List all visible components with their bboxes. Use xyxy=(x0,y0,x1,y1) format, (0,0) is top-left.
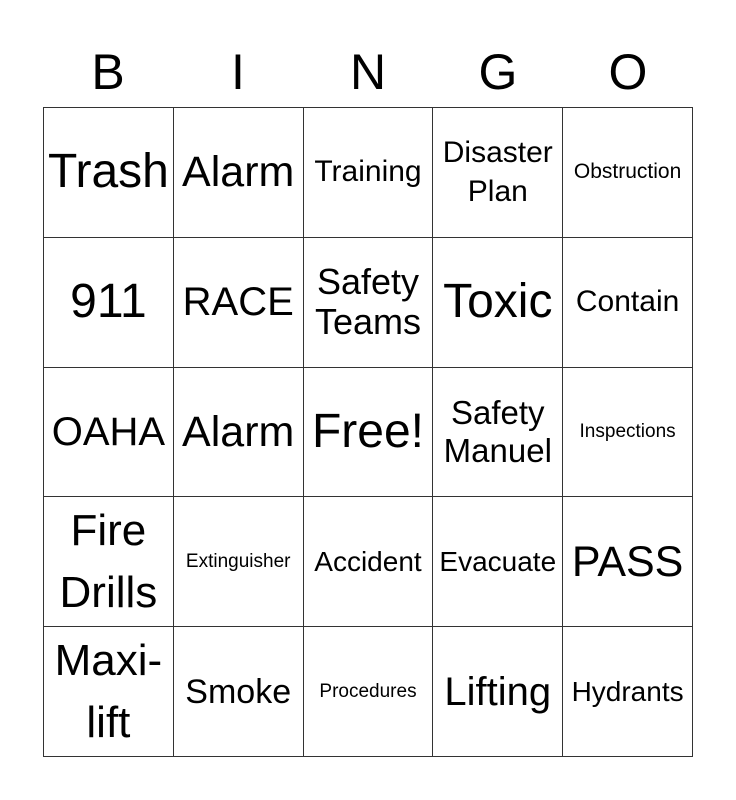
cell-text: Obstruction xyxy=(573,160,682,184)
bingo-cell xyxy=(433,108,563,238)
cell-text: Smoke xyxy=(185,672,292,711)
cell-text: PASS xyxy=(571,537,684,586)
header-letter-b: B xyxy=(91,44,125,100)
bingo-cell xyxy=(563,108,693,238)
bingo-cell xyxy=(563,238,693,368)
bingo-cell xyxy=(433,368,563,498)
cell-text: Trash xyxy=(47,145,169,199)
cell-text: Disaster Plan xyxy=(442,136,553,209)
bingo-cell xyxy=(174,108,304,238)
cell-text: Accident xyxy=(314,545,422,577)
cell-text: Extinguisher xyxy=(185,550,291,572)
bingo-card-grid xyxy=(43,107,693,757)
bingo-cell xyxy=(44,497,174,627)
bingo-cell xyxy=(304,497,434,627)
cell-text: Contain xyxy=(575,285,680,319)
bingo-cell xyxy=(44,238,174,368)
bingo-cell xyxy=(433,627,563,757)
header-letter-n: N xyxy=(349,44,387,100)
cell-text: RACE xyxy=(182,280,294,325)
bingo-cell xyxy=(563,497,693,627)
cell-text: 911 xyxy=(70,275,147,329)
bingo-cell xyxy=(304,627,434,757)
cell-text: Training xyxy=(314,155,422,189)
bingo-cell xyxy=(174,238,304,368)
bingo-cell xyxy=(44,108,174,238)
cell-text: Maxi-lift xyxy=(54,635,163,747)
bingo-cell xyxy=(304,368,434,498)
cell-text: Procedures xyxy=(319,680,417,702)
cell-text: Free! xyxy=(311,404,424,458)
header-letter-o: O xyxy=(608,44,648,100)
bingo-cell xyxy=(563,368,693,498)
cell-text: Evacuate xyxy=(439,545,557,577)
bingo-cell xyxy=(174,497,304,627)
bingo-cell xyxy=(44,627,174,757)
cell-text: Hydrants xyxy=(571,675,684,707)
cell-text: Toxic xyxy=(443,275,553,329)
cell-text: Fire Drills xyxy=(59,505,158,617)
cell-text: Alarm xyxy=(182,407,295,456)
bingo-cell xyxy=(174,627,304,757)
header-letter-g: G xyxy=(478,44,518,100)
cell-text: Alarm xyxy=(182,148,295,197)
bingo-cell xyxy=(433,497,563,627)
bingo-cell xyxy=(304,238,434,368)
bingo-header xyxy=(43,40,693,104)
bingo-cell xyxy=(433,238,563,368)
cell-text: Inspections xyxy=(579,420,676,442)
bingo-cell xyxy=(174,368,304,498)
cell-text: Lifting xyxy=(444,669,552,714)
cell-text: Safety Manuel xyxy=(443,393,552,469)
header-letter-i: I xyxy=(231,44,245,100)
bingo-cell xyxy=(563,627,693,757)
cell-text: Safety Teams xyxy=(314,261,421,343)
bingo-cell xyxy=(304,108,434,238)
cell-text: OAHA xyxy=(51,409,166,454)
bingo-cell xyxy=(44,368,174,498)
